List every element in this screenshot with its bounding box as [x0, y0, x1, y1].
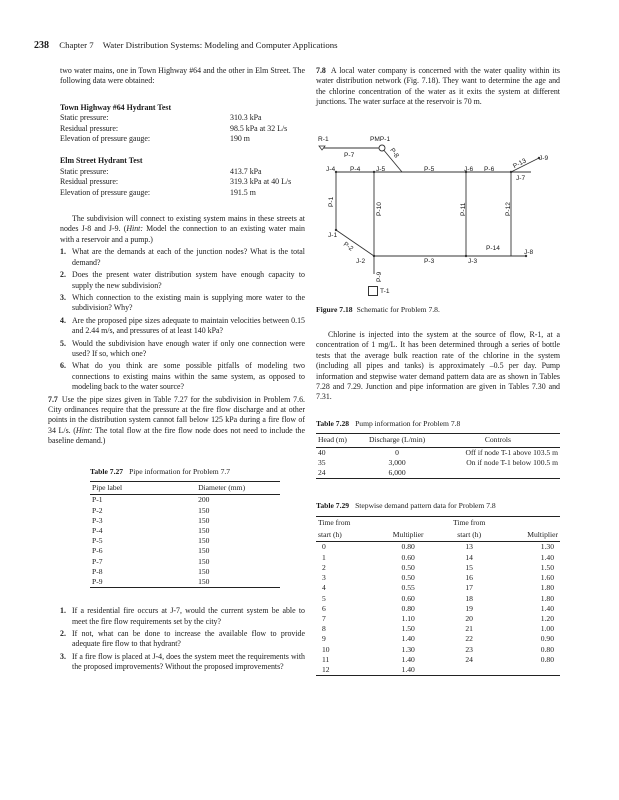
pipe-label: P-5: [424, 166, 435, 173]
problem-7-7-questions: [60, 606, 305, 672]
node-label: J-7: [516, 175, 526, 182]
table-row: [316, 542, 560, 553]
table-cell: P-2: [92, 505, 103, 515]
chapter-title: Water Distribution Systems: Modeling and Computer Applications: [102, 40, 338, 50]
table-cell: 0.60: [401, 552, 415, 562]
table-cell: 0.80: [540, 644, 554, 654]
table-row: [316, 594, 560, 604]
table-cell: [436, 468, 560, 479]
table-row: [90, 557, 280, 567]
pipe-label: P-14: [486, 245, 500, 252]
table-cell: 4: [322, 583, 326, 593]
hydrant-test-1-row: Static pressure: 310.3 kPa: [60, 113, 262, 123]
table-cell: 0: [322, 542, 326, 552]
table-row: [316, 447, 560, 458]
table-cell: 1.40: [540, 552, 554, 562]
table-cell: 0.50: [401, 573, 415, 583]
table-cell: 21: [465, 624, 473, 634]
table-cell: 18: [465, 593, 473, 603]
problem-7-8: 7.8 A local water company is concerned with the water quality within its water distribution network (Fig. 7.18). They want to determine the age and the chlorine concentration of the water as it exits the system at different junctions. The water surface at the reservoir is 70 m.: [316, 66, 560, 107]
table-row: [316, 634, 560, 644]
table-cell: P-8: [92, 566, 103, 576]
intro-paragraph: two water mains, one in Town Highway #64 and the other in Elm Street. The following data were obtained:: [60, 66, 305, 86]
table-cell: 150: [198, 566, 210, 576]
table-cell: 10: [322, 644, 330, 654]
table-7-27: [90, 481, 280, 588]
junction-j7-dot: [510, 171, 512, 173]
table-cell: 9: [322, 634, 326, 644]
table-row: [316, 553, 560, 563]
pipe-label: P-7: [344, 152, 355, 159]
node-label: J-5: [376, 166, 386, 173]
table-cell: 14: [465, 552, 473, 562]
table-cell: P-3: [92, 515, 103, 525]
table-cell: 0.50: [401, 562, 415, 572]
list-item: 5. Would the subdivision have enough water if only one connection were used? If so, which one?: [60, 338, 305, 358]
table-cell: 0.80: [540, 654, 554, 664]
table-cell: 1.60: [540, 573, 554, 583]
node-label: J-1: [328, 232, 338, 239]
hydrant-test-1-row: Elevation of pressure gauge: 190 m: [60, 134, 250, 144]
list-item: 3. Which connection to the existing main is supplying more water to the subdivision? Why?: [60, 292, 305, 313]
table-cell: 1.50: [401, 624, 415, 634]
table-cell: 150: [198, 505, 210, 515]
table-cell: 5: [322, 593, 326, 603]
table-row: [316, 563, 560, 573]
table-row: [316, 458, 560, 468]
table-cell: 12: [322, 664, 330, 674]
table-7-28-caption: Table 7.28 Pump information for Problem 7.8: [316, 418, 461, 428]
tank-t1-symbol: [368, 286, 378, 296]
table-cell: P-5: [92, 536, 103, 546]
node-label: R-1: [318, 136, 329, 143]
node-label: PMP-1: [370, 136, 391, 143]
table-cell: 1.40: [401, 634, 415, 644]
table-cell: 0: [395, 447, 399, 457]
node-label: J-9: [539, 155, 549, 162]
table-cell: 200: [198, 495, 210, 505]
right-column: [316, 66, 560, 108]
table-7-28-body: [316, 447, 560, 479]
node-label: J-3: [468, 258, 478, 265]
table-header: start (h): [457, 530, 482, 540]
pipe-label: P-3: [424, 258, 435, 265]
table-cell: 6,000: [388, 468, 406, 478]
table-header: Head (m): [318, 435, 347, 445]
table-row: [316, 604, 560, 614]
table-row: [90, 546, 280, 556]
left-column: [48, 66, 305, 675]
node-label: J-2: [356, 258, 366, 265]
node-label: J-4: [326, 166, 336, 173]
table-cell: On if node T-1 below 100.5 m: [466, 457, 558, 467]
table-cell: P-6: [92, 546, 103, 556]
table-cell: P-9: [92, 577, 103, 587]
table-cell: 3: [322, 573, 326, 583]
hydrant-test-1-title: Town Highway #64 Hydrant Test: [60, 102, 172, 112]
table-cell: 35: [318, 457, 326, 467]
table-row: [90, 516, 280, 526]
table-cell: [500, 665, 560, 676]
pipe-label: P-13: [512, 157, 528, 171]
table-cell: 1.10: [401, 613, 415, 623]
node-label: J-6: [464, 166, 474, 173]
table-cell: 40: [318, 447, 326, 457]
table-7-29-caption: Table 7.29 Stepwise demand pattern data for Problem 7.8: [316, 501, 496, 511]
table-cell: 1.40: [540, 603, 554, 613]
junction-j5-dot: [373, 171, 375, 173]
table-cell: 0.55: [401, 583, 415, 593]
list-item: 4. Are the proposed pipe sizes adequate to maintain velocities between 0.15 and 2.44 m/s, and pressures of at least 140 kPa?: [60, 315, 305, 336]
table-row: [90, 567, 280, 577]
table-row: [316, 655, 560, 665]
table-row: [90, 526, 280, 536]
table-7-27-caption: Table 7.27 Pipe information for Problem 7.7: [90, 466, 231, 476]
table-row: [90, 577, 280, 588]
junction-j3-dot: [465, 255, 467, 257]
pipe-label: P-4: [350, 166, 361, 173]
table-cell: 7: [322, 613, 326, 623]
table-row: [316, 624, 560, 634]
figure-caption: Figure 7.18 Schematic for Problem 7.8.: [316, 305, 440, 314]
table-row: [316, 573, 560, 583]
table-header: Controls: [484, 435, 511, 445]
table-cell: P-4: [92, 526, 103, 536]
pump-pmp1-symbol: [379, 145, 385, 151]
table-cell: 1.00: [540, 624, 554, 634]
table-header: Diameter (mm): [198, 483, 246, 492]
table-header: start (h): [318, 530, 342, 540]
table-row: [316, 583, 560, 593]
table-row: [316, 614, 560, 624]
pipe-label: P-9: [376, 271, 383, 282]
table-cell: 6: [322, 603, 326, 613]
table-cell: 150: [198, 515, 210, 525]
pipe-label: P-8: [388, 147, 400, 160]
table-cell: 1.30: [540, 542, 554, 552]
table-cell: 0.80: [401, 542, 415, 552]
pipe-label: P-11: [460, 202, 467, 216]
hydrant-test-1-row: Residual pressure: 98.5 kPa at 32 L/s: [60, 123, 288, 133]
hydrant-test-2-row: Elevation of pressure gauge: 191.5 m: [60, 187, 256, 197]
table-cell: 150: [198, 577, 210, 587]
table-cell: 0.80: [401, 603, 415, 613]
pipe-p2-line: [336, 230, 374, 256]
table-cell: 24: [465, 654, 473, 664]
table-cell: 23: [465, 644, 473, 654]
table-row: [90, 506, 280, 516]
pipe-label: P-10: [376, 202, 383, 216]
table-cell: 0.90: [540, 634, 554, 644]
node-label: T-1: [380, 288, 390, 295]
pipe-label: P-1: [328, 196, 335, 207]
table-header: Multiplier: [392, 530, 424, 540]
list-item: 1. What are the demands at each of the junction nodes? What is the total demand?: [60, 247, 305, 267]
junction-j1-dot: [335, 229, 337, 231]
table-row: [316, 468, 560, 479]
list-item: 2. Does the present water distribution system have enough capacity to supply the new subdivision?: [60, 270, 305, 290]
table-cell: 3,000: [388, 457, 406, 467]
hydrant-test-2-row: Static pressure: 413.7 kPa: [60, 166, 262, 176]
table-header: Pipe label: [92, 483, 123, 492]
table-cell: 1: [322, 552, 326, 562]
page-number: 238: [34, 40, 49, 51]
network-schematic: [316, 134, 560, 282]
table-cell: 1.80: [540, 583, 554, 593]
table-cell: 1.50: [540, 562, 554, 572]
table-cell: 17: [465, 583, 473, 593]
list-item: 6. What do you think are some possible pitfalls of modeling two connections to existing mains within the same system, as opposed to modeling back to the water source?: [60, 361, 305, 392]
table-cell: P-7: [92, 556, 103, 566]
list-item: 2. If not, what can be done to increase the available flow to provide adequate fire flow to that hydrant?: [60, 629, 305, 649]
node-label: J-8: [524, 249, 534, 256]
pipe-label: P-2: [341, 241, 355, 253]
table-cell: 15: [465, 562, 473, 572]
problem-7-6-questions: [60, 247, 305, 392]
table-cell: P-1: [92, 495, 103, 505]
table-cell: [438, 665, 500, 676]
table-cell: 150: [198, 536, 210, 546]
table-cell: 150: [198, 546, 210, 556]
table-cell: 1.20: [540, 613, 554, 623]
table-cell: 19: [465, 603, 473, 613]
table-header: Discharge (L/min): [368, 435, 426, 445]
table-7-28: [316, 433, 560, 479]
table-7-27-body: [90, 495, 280, 588]
table-7-27-block: [90, 467, 305, 589]
pipe-label: P-6: [484, 166, 495, 173]
table-row: [316, 645, 560, 655]
table-row: [90, 495, 280, 506]
table-cell: 20: [465, 613, 473, 623]
table-cell: 1.40: [401, 664, 415, 674]
table-cell: 150: [198, 556, 210, 566]
chapter-label: Chapter 7: [59, 40, 94, 50]
table-cell: 1.30: [401, 644, 415, 654]
list-item: 3. If a fire flow is placed at J-4, does the system meet the requirements with the proposed improvements? Without the proposed improvements?: [60, 651, 305, 672]
table-cell: 24: [318, 468, 326, 478]
table-header: Time from: [452, 517, 486, 527]
table-row: [316, 665, 560, 676]
table-cell: 13: [465, 542, 473, 552]
junction-j2-dot: [373, 255, 375, 257]
hydrant-test-2-row: Residual pressure: 319.3 kPa at 40 L/s: [60, 177, 292, 187]
chlorine-block: [316, 330, 560, 676]
table-cell: Off if node T-1 above 103.5 m: [465, 447, 558, 457]
problem-7-7: 7.7 Use the pipe sizes given in Table 7.27 for the subdivision in Problem 7.6. City ordinances require that the pressure at the fire flow discharge and at other points in the distribution system cannot fall below 125 kPa during a fire flow of 34 L/s. (Hint: The total flow at the fire flow node does not need to include the baseline demand.): [48, 394, 305, 446]
table-row: [90, 536, 280, 546]
table-cell: 22: [465, 634, 473, 644]
table-cell: 1.40: [401, 654, 415, 664]
table-header: Time from: [318, 517, 351, 527]
table-cell: 8: [322, 624, 326, 634]
table-7-29-body: [316, 542, 560, 676]
table-cell: 11: [322, 654, 330, 664]
table-cell: 0.60: [401, 593, 415, 603]
table-cell: 2: [322, 562, 326, 572]
subdivision-paragraph: The subdivision will connect to existing system mains in these streets at nodes J-8 and J-9. (Hint: Model the connection to an existing water main with a reservoir and a pump.): [60, 214, 305, 244]
table-cell: 16: [465, 573, 473, 583]
list-item: 1. If a residential fire occurs at J-7, would the current system be able to meet the fire flow requirements set by the city?: [60, 606, 305, 626]
hydrant-test-2-title: Elm Street Hydrant Test: [60, 156, 143, 166]
table-cell: 150: [198, 526, 210, 536]
table-7-29: [316, 516, 560, 676]
pipe-label: P-12: [505, 202, 512, 216]
chlorine-paragraph: Chlorine is injected into the system at the source of flow, R-1, at a concentration of 1 mg/L. It has been determined through a series of bottle tests that the average bulk reaction rate of the chlorine in the system (including all pipes and tanks) is approximately –0.5 per day. Pump information and stepwise water demand pattern data are as shown in Tables 7.28 and 7.29. Junction and pipe information are given in Tables 7.30 and 7.31.: [316, 330, 560, 402]
table-cell: 1.80: [540, 593, 554, 603]
running-header: [34, 40, 338, 51]
table-header: Multiplier: [527, 530, 558, 540]
